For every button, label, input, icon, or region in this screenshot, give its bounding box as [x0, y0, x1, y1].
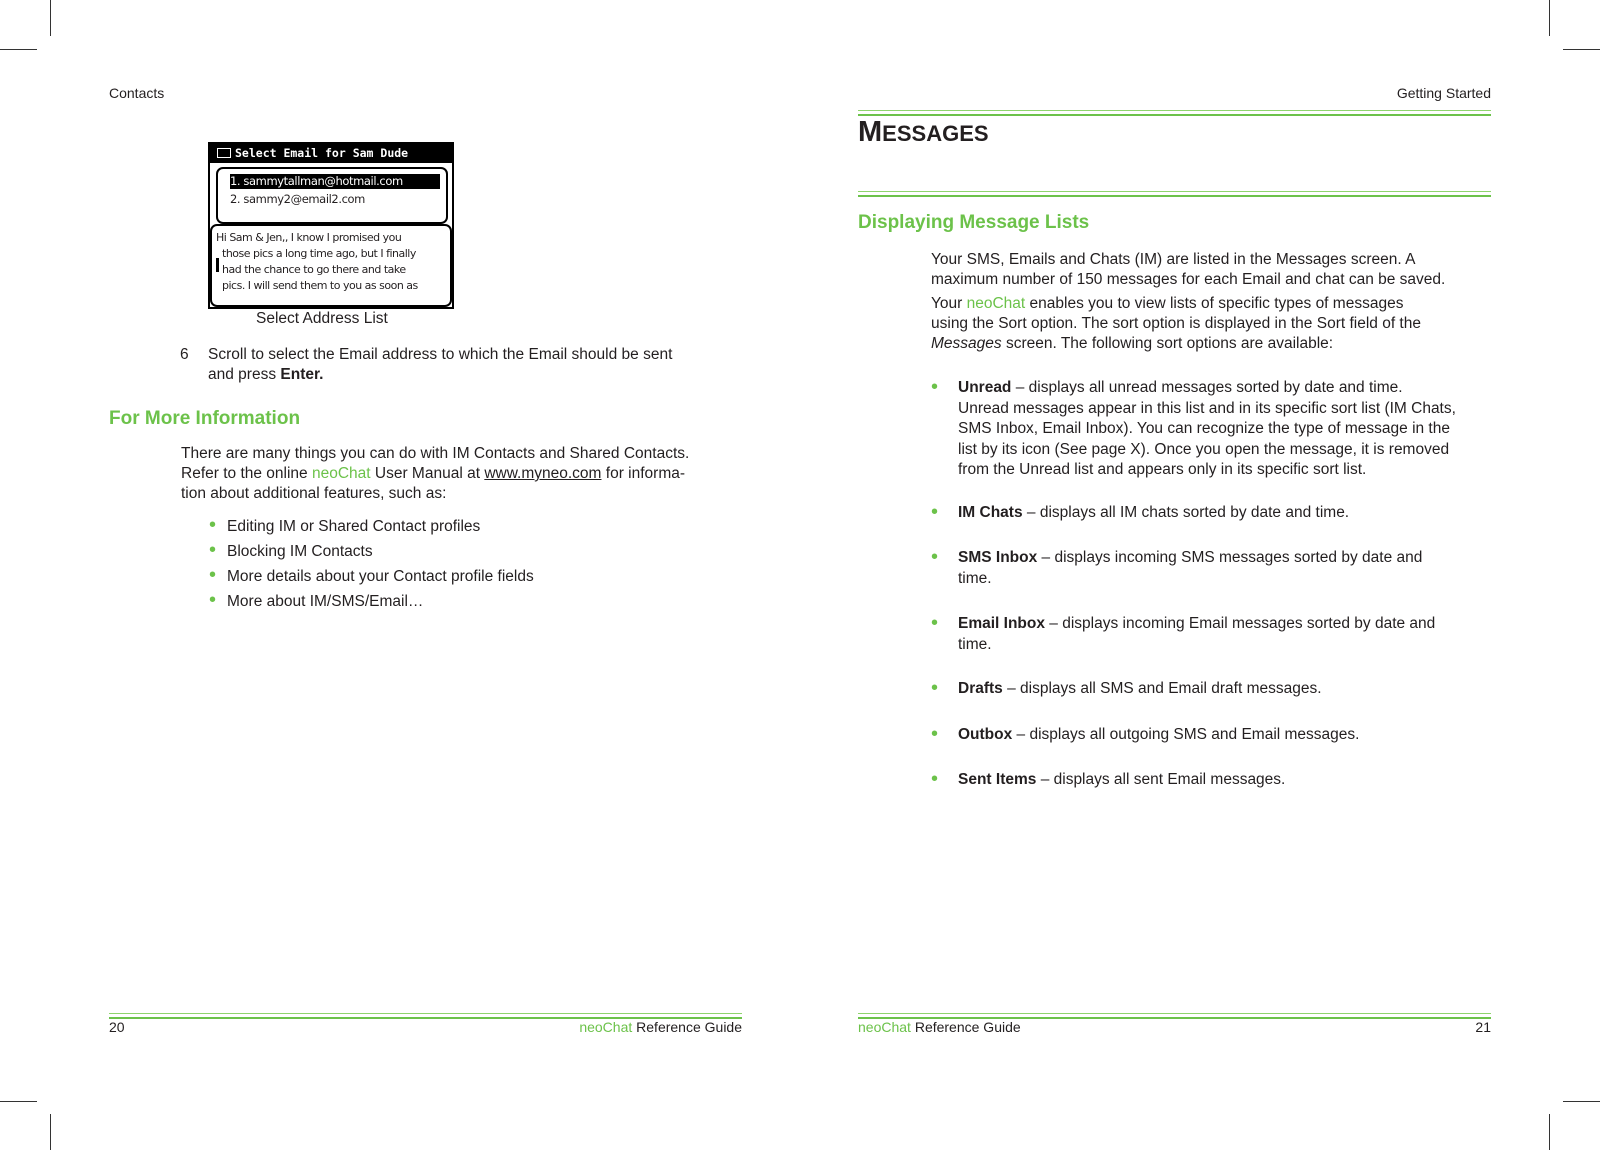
- section-rule: [858, 191, 1491, 197]
- sort-option-im-chats: [931, 501, 1498, 524]
- device-title: Select Email for Sam Dude: [235, 146, 409, 160]
- intro-paragraph: [931, 250, 1501, 290]
- text: – displays all SMS and Email draft messages.: [1002, 680, 1322, 697]
- sort-option-line: SMS Inbox, Email Inbox). You can recognize the type of message in the: [958, 420, 1450, 437]
- more-info-paragraph: [181, 444, 751, 504]
- brand-name: neoChat: [858, 1019, 911, 1035]
- sort-option-line: [958, 614, 1498, 635]
- footer-guide-text: Reference Guide: [632, 1019, 742, 1035]
- chapter-initial: M: [858, 116, 883, 148]
- chapter-title: [858, 116, 989, 149]
- brand-name: neoChat: [311, 465, 371, 482]
- address-item[interactable]: 2. sammy2@email2.com: [230, 192, 365, 206]
- list-item: [209, 539, 727, 564]
- running-header-left: Contacts: [109, 85, 165, 101]
- text: – displays all unread messages sorted by date and time.: [1011, 379, 1403, 396]
- paragraph-line: [931, 334, 1501, 354]
- bullet-icon: •: [209, 514, 217, 536]
- paragraph-line: There are many things you can do with IM Contacts and Shared Contacts.: [181, 445, 690, 462]
- list-item: [209, 589, 727, 614]
- list-item-text: More details about your Contact profile fields: [227, 568, 534, 585]
- running-header-right: Getting Started: [1396, 85, 1491, 101]
- crop-mark: [50, 1114, 51, 1150]
- text: – displays all IM chats sorted by date and time.: [1022, 504, 1350, 521]
- message-line: Hi Sam & Jen,, I know I promised you: [216, 231, 402, 244]
- sort-option-name: Unread: [958, 379, 1012, 396]
- sort-option-line: [958, 548, 1498, 569]
- sort-option-line: [958, 725, 1498, 746]
- screen-name: Messages: [931, 335, 1002, 352]
- step-number: 6: [180, 346, 189, 363]
- sort-option-line: [958, 679, 1498, 700]
- text: enables you to view lists of specific types of messages: [1025, 295, 1404, 312]
- message-line: pics. I will send them to you as soon as: [222, 279, 418, 292]
- list-item-text: More about IM/SMS/Email…: [227, 593, 424, 610]
- chapter-rest: ESSAGES: [882, 121, 989, 146]
- crop-mark: [1549, 0, 1550, 36]
- brand-name: neoChat: [966, 295, 1026, 312]
- feature-bullet-list: [209, 514, 727, 614]
- bullet-icon: •: [931, 546, 939, 568]
- bullet-icon: •: [931, 376, 939, 398]
- paragraph-line: [931, 294, 1501, 314]
- sort-option-line: [958, 503, 1498, 524]
- sort-option-line: from the Unread list and appears only in its specific sort list.: [958, 461, 1367, 478]
- device-title-bar: [210, 144, 452, 163]
- step-text-plain: and press: [208, 366, 281, 383]
- crop-mark: [1563, 1101, 1600, 1102]
- envelope-icon: [217, 148, 231, 158]
- bullet-icon: •: [931, 501, 939, 523]
- list-item: [209, 514, 727, 539]
- sort-option-name: Email Inbox: [958, 615, 1045, 632]
- myneo-link[interactable]: www.myneo.com: [484, 465, 602, 482]
- text: Refer to the online: [181, 465, 312, 482]
- paragraph-line: [181, 464, 751, 484]
- paragraph-line: Your SMS, Emails and Chats (IM) are listed in the Messages screen. A: [931, 251, 1416, 268]
- text: – displays incoming SMS messages sorted by date and: [1037, 549, 1423, 566]
- text: Your: [931, 295, 967, 312]
- step-line: Scroll to select the Email address to which the Email should be sent: [208, 346, 673, 363]
- sort-option-line: list by its icon (See page X). Once you open the message, it is removed: [958, 440, 1450, 458]
- sort-option-name: Drafts: [958, 680, 1003, 697]
- page-number-left: 20: [109, 1019, 125, 1035]
- paragraph-line: using the Sort option. The sort option is displayed in the Sort field of the: [931, 315, 1421, 332]
- bullet-icon: •: [931, 612, 939, 634]
- footer-guide-left: [579, 1019, 742, 1035]
- sort-option-line: Unread messages appear in this list and in its specific sort list (IM Chats,: [958, 399, 1456, 417]
- list-item: [209, 564, 727, 589]
- scrollbar[interactable]: [216, 258, 219, 272]
- sort-option-sent-items: [931, 768, 1498, 791]
- step-text: [208, 345, 748, 385]
- message-line: those pics a long time ago, but I finally: [222, 247, 416, 260]
- sort-option-sms-inbox: [931, 546, 1498, 589]
- text: User Manual at: [370, 465, 485, 482]
- bullet-icon: •: [931, 768, 939, 790]
- step-line: [208, 365, 748, 385]
- crop-mark: [1549, 1114, 1550, 1150]
- crop-mark: [1563, 49, 1600, 50]
- section-heading-more-info: For More Information: [109, 408, 301, 429]
- sort-option-outbox: [931, 723, 1498, 746]
- paragraph-line: tion about additional features, such as:: [181, 485, 447, 502]
- footer-guide-text: Reference Guide: [910, 1019, 1021, 1035]
- sort-option-unread: [931, 376, 1498, 481]
- sort-paragraph: [931, 294, 1501, 354]
- sort-option-drafts: [931, 677, 1498, 700]
- address-item-selected[interactable]: 1. sammytallman@hotmail.com: [230, 174, 440, 189]
- sort-option-name: SMS Inbox: [958, 549, 1038, 566]
- text: – displays all sent Email messages.: [1036, 771, 1286, 788]
- bullet-icon: •: [209, 539, 217, 561]
- paragraph-line: maximum number of 150 messages for each Email and chat can be saved.: [931, 271, 1446, 288]
- message-line: had the chance to go there and take: [222, 263, 406, 276]
- sort-option-line: [958, 770, 1498, 791]
- sort-option-name: Sent Items: [958, 771, 1037, 788]
- text: for informa-: [601, 465, 686, 482]
- sort-option-line: time.: [958, 635, 992, 653]
- sort-option-email-inbox: [931, 612, 1498, 655]
- text: – displays incoming Email messages sorted by date and: [1045, 615, 1436, 632]
- crop-mark: [50, 0, 51, 36]
- device-screenshot: [208, 142, 454, 309]
- bullet-icon: •: [209, 564, 217, 586]
- sort-option-name: IM Chats: [958, 504, 1023, 521]
- bullet-icon: •: [931, 677, 939, 699]
- step-keyword: Enter.: [280, 366, 324, 383]
- text: – displays all outgoing SMS and Email messages.: [1012, 726, 1360, 743]
- message-preview: [210, 224, 452, 307]
- list-item-text: Blocking IM Contacts: [227, 543, 373, 560]
- figure-caption: Select Address List: [256, 310, 388, 327]
- list-item-text: Editing IM or Shared Contact profiles: [227, 518, 481, 535]
- sort-option-line: [958, 378, 1498, 399]
- sort-option-line: time.: [958, 569, 992, 587]
- sort-option-name: Outbox: [958, 726, 1013, 743]
- page-number-right: 21: [1475, 1019, 1491, 1035]
- bullet-icon: •: [931, 723, 939, 745]
- address-list: [216, 167, 448, 224]
- footer-guide-right: [858, 1019, 1021, 1035]
- brand-name: neoChat: [579, 1019, 633, 1035]
- section-heading-message-lists: Displaying Message Lists: [858, 212, 1090, 233]
- crop-mark: [0, 49, 37, 50]
- bullet-icon: •: [209, 589, 217, 611]
- text: screen. The following sort options are available:: [1001, 335, 1334, 352]
- crop-mark: [0, 1101, 37, 1102]
